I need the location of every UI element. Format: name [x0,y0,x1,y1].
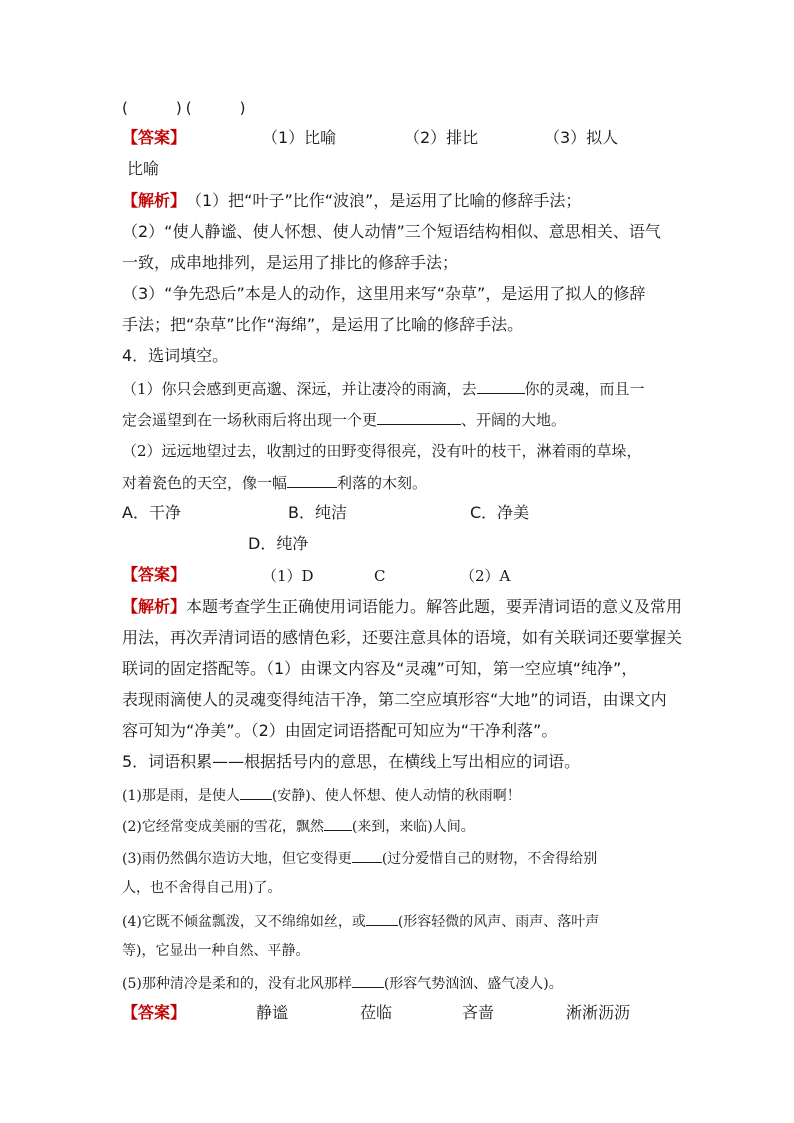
q5-blank-3[interactable] [352,846,382,863]
q5-item-3b: 人，也不舍得自己用)了。 [122,880,282,896]
q4-sentence-2b: 对着瓷色的天空，像一幅 利落的木刻。 [122,471,427,494]
q5-item-5: (5)那种清冷是柔和的，没有北风那样 (形容气势汹汹、盛气凌人)。 [122,971,563,995]
q4-sentence-2a: （2）远远地望过去，收割过的田野变得很亮，没有叶的枝干，淋着雨的草垛， [122,442,642,460]
q4-option-a: A．干净 [122,503,181,522]
q4-analysis-line: 本题考查学生正确使用词语能力。解答此题，要弄清词语的意义及常用 [186,597,683,616]
q4-answer-2: C [374,567,386,585]
q5-item-4b: 等)，它显出一种自然、平静。 [122,943,310,959]
q4-analysis-line: 联词的固定搭配等。（1）由课文内容及“灵魂”可知，第一空应填“纯净”， [122,659,638,678]
q5-item-1: (1)那是雨，是使人 (安静)、使人怀想、使人动情的秋雨啊！ [122,783,521,807]
q4-option-c: C．净美 [470,503,530,522]
q4-analysis-line: 用法，再次弄清词语的感情色彩，还要注意具体的语境，如有关联词还要掌握关 [122,628,683,647]
q4-answer-tag: 【答案】 [122,565,187,584]
q5-item-2: (2)它经常变成美丽的雪花，飘然 (来到，来临)人间。 [122,814,475,838]
q5-blank-1[interactable] [240,783,272,800]
q5-blank-4[interactable] [366,909,398,926]
q4-option-b: B．纯洁 [288,503,347,522]
q4-sentence-1a: （1）你只会感到更高邈、深远，并让凄冷的雨滴，去 你的灵魂，而且一 [122,377,645,400]
q5-title: 5．词语积累——根据括号内的意思，在横线上写出相应的词语。 [122,752,581,771]
q5-answer-4: 淅淅沥沥 [566,1003,631,1022]
q5-blank-5[interactable] [352,971,384,988]
q3-analysis-line: （2）“使人静谧、使人怀想、使人动情”三个短语结构相似、意思相关、语气 [122,222,661,241]
q4-answer-1: （1）D [262,567,314,585]
q4-blank-2[interactable] [377,408,461,425]
q4-sentence-1b: 定会遥望到在一场秋雨后将出现一个更 、开阔的大地。 [122,408,566,431]
q5-item-3a: (3)雨仍然偶尔造访大地，但它变得更 (过分爱惜自己的财物，不舍得给别 [122,846,597,870]
q4-analysis-line: 容可知为“净美”。（2）由固定词语搭配可知应为“干净利落”。 [122,721,558,740]
q3-analysis-line: 一致，成串地排列，是运用了排比的修辞手法； [122,253,459,272]
q5-answer-tag: 【答案】 [122,1003,187,1022]
q4-option-d: D．纯净 [248,534,309,553]
q5-item-4a: (4)它既不倾盆瓢泼，又不绵绵如丝，或 (形容轻微的风声、雨声、落叶声 [122,909,599,933]
q3-analysis-tag: 【解析】 [122,191,187,210]
q5-answer-3: 吝啬 [462,1003,495,1022]
q3-answer-2: （2）排比 [404,128,479,147]
q3-analysis-line: （1）把“叶子”比作“波浪”，是运用了比喻的修辞手法； [186,191,582,210]
q3-analysis-line: （3）“争先恐后”本是人的动作，这里用来写“杂草”，是运用了拟人的修辞 [122,284,646,303]
q3-answer-1: （1）比喻 [262,128,337,147]
q4-analysis-line: 表现雨滴使人的灵魂变得纯洁干净，第二空应填形容“大地”的词语，由课文内 [122,690,667,709]
q4-blank-3[interactable] [287,471,337,488]
q3-analysis-line: 手法；把“杂草”比作“海绵”，是运用了比喻的修辞手法。 [122,315,524,334]
q3-answer-3b: 比喻 [127,159,160,178]
q5-answer-1: 静谧 [256,1003,289,1022]
q4-title: 4．选词填空。 [122,346,229,365]
q5-blank-2[interactable] [324,814,352,831]
q3-answer-parentheses: ( ) ( ) [122,99,246,117]
q4-analysis-tag: 【解析】 [122,597,187,616]
q4-answer-3: （2）A [460,567,511,585]
q3-answer-tag: 【答案】 [122,128,187,147]
q4-blank-1[interactable] [477,377,525,394]
q3-answer-3: （3）拟人 [544,128,619,147]
q5-answer-2: 莅临 [360,1003,393,1022]
